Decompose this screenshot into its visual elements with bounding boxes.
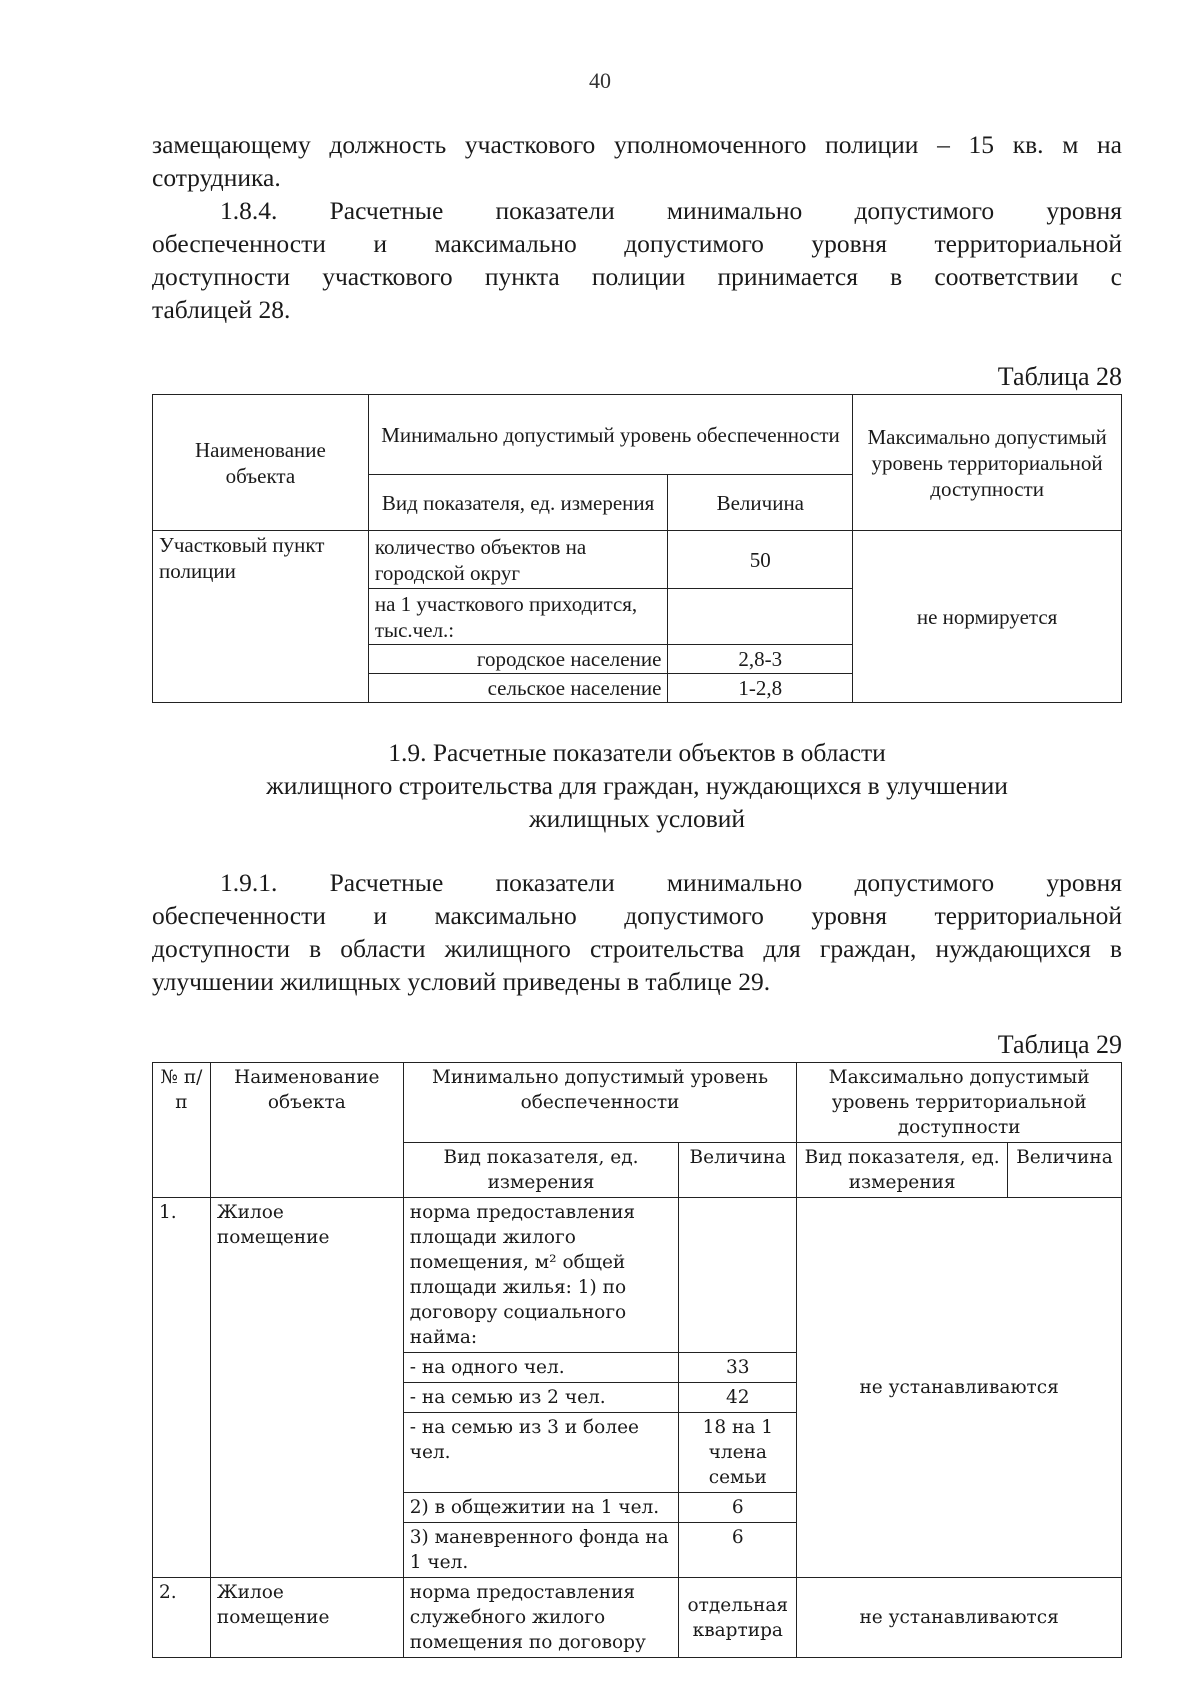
table-29-item-num: 1. [153, 1198, 211, 1578]
table-29-value: 18 на 1 члена семьи [679, 1413, 797, 1493]
table-29-header-name: Наименование объекта [210, 1063, 403, 1198]
table-29-header-value: Величина [679, 1143, 797, 1198]
paragraph-2-line: 1.8.4. Расчетные показатели минимально допустимого уровня [220, 196, 1122, 225]
paragraph-1 [152, 128, 1122, 194]
table-28-header-name: Наименование объекта [153, 395, 369, 531]
paragraph-3-line: улучшении жилищных условий приведены в таблице 29. [152, 967, 771, 996]
table-28 [152, 394, 1122, 703]
paragraph-1-line: замещающему должность участкового уполномоченного полиции – 15 кв. м на [152, 130, 1122, 159]
table-29-max-value: не устанавливаются [797, 1578, 1122, 1658]
paragraph-3-line: доступности в области жилищного строительства для граждан, нуждающихся в [152, 934, 1122, 963]
paragraph-3-line: 1.9.1. Расчетные показатели минимально допустимого уровня [220, 868, 1122, 897]
table-28-value: 50 [668, 531, 853, 589]
table-29-header-min-level: Минимально допустимый уровень обеспеченности [403, 1063, 797, 1143]
table-29-header-max-level: Максимально допустимый уровень территориальной доступности [797, 1063, 1122, 1143]
paragraph-2-line: таблицей 28. [152, 295, 291, 324]
table-28-value: 1-2,8 [668, 674, 853, 703]
table-29-value: 33 [679, 1353, 797, 1383]
section-heading-line: жилищных условий [528, 804, 746, 833]
section-heading-line: 1.9. Расчетные показатели объектов в области [388, 738, 886, 767]
table-29-value: 6 [679, 1523, 797, 1578]
table-29-item-num: 2. [153, 1578, 211, 1658]
section-heading [152, 736, 1122, 835]
table-29-value: отдельная квартира [679, 1578, 797, 1658]
table-29-max-value: не устанавливаются [797, 1198, 1122, 1578]
table-29-value: 42 [679, 1383, 797, 1413]
paragraph-1-line: сотрудника. [152, 163, 281, 192]
table-28-header-min-level: Минимально допустимый уровень обеспеченности [368, 395, 852, 475]
table-29-value [679, 1198, 797, 1353]
table-29-header-max-value: Величина [1007, 1143, 1121, 1198]
paragraph-3-line: обеспеченности и максимально допустимого уровня территориальной [152, 901, 1122, 930]
table-28-value [668, 589, 853, 645]
table-28-header-value: Величина [668, 475, 853, 531]
table-29-header-num: № п/п [153, 1063, 211, 1198]
table-28-indicator: городское население [368, 645, 668, 674]
table-28-indicator: на 1 участкового приходится, тыс.чел.: [368, 589, 668, 645]
table-28-header-max-level: Максимально допустимый уровень территориальной доступности [853, 395, 1122, 531]
table-29-header-max-indicator: Вид показателя, ед. измерения [797, 1143, 1008, 1198]
table-29 [152, 1062, 1122, 1658]
table-28-value: 2,8-3 [668, 645, 853, 674]
table-29-item-name: Жилое помещение [210, 1578, 403, 1658]
paragraph-2-line: обеспеченности и максимально допустимого уровня территориальной [152, 229, 1122, 258]
table-28-object-name: Участковый пункт полиции [153, 531, 369, 703]
table-29-indicator: - на одного чел. [403, 1353, 679, 1383]
table-29-indicator: - на семью из 2 чел. [403, 1383, 679, 1413]
paragraph-3 [152, 866, 1122, 998]
table-29-value: 6 [679, 1493, 797, 1523]
paragraph-2 [152, 194, 1122, 326]
table-29-header-indicator: Вид показателя, ед. измерения [403, 1143, 679, 1198]
table-29-item-name: Жилое помещение [210, 1198, 403, 1578]
table-29-caption: Таблица 29 [997, 1030, 1122, 1059]
table-28-caption: Таблица 28 [997, 362, 1122, 391]
table-29-indicator: - на семью из 3 и более чел. [403, 1413, 679, 1493]
table-28-max-value: не нормируется [853, 531, 1122, 703]
page-number: 40 [589, 68, 611, 93]
table-29-indicator: норма предоставления служебного жилого помещения по договору [403, 1578, 679, 1658]
table-29-indicator: 2) в общежитии на 1 чел. [403, 1493, 679, 1523]
table-28-indicator: количество объектов на городской округ [368, 531, 668, 589]
table-28-indicator: сельское население [368, 674, 668, 703]
table-28-header-indicator: Вид показателя, ед. измерения [368, 475, 668, 531]
table-29-indicator: норма предоставления площади жилого помещения, м² общей площади жилья: 1) по договору социального найма: [403, 1198, 679, 1353]
paragraph-2-line: доступности участкового пункта полиции принимается в соответствии с [152, 262, 1122, 291]
table-29-indicator: 3) маневренного фонда на 1 чел. [403, 1523, 679, 1578]
section-heading-line: жилищного строительства для граждан, нуждающихся в улучшении [266, 771, 1008, 800]
